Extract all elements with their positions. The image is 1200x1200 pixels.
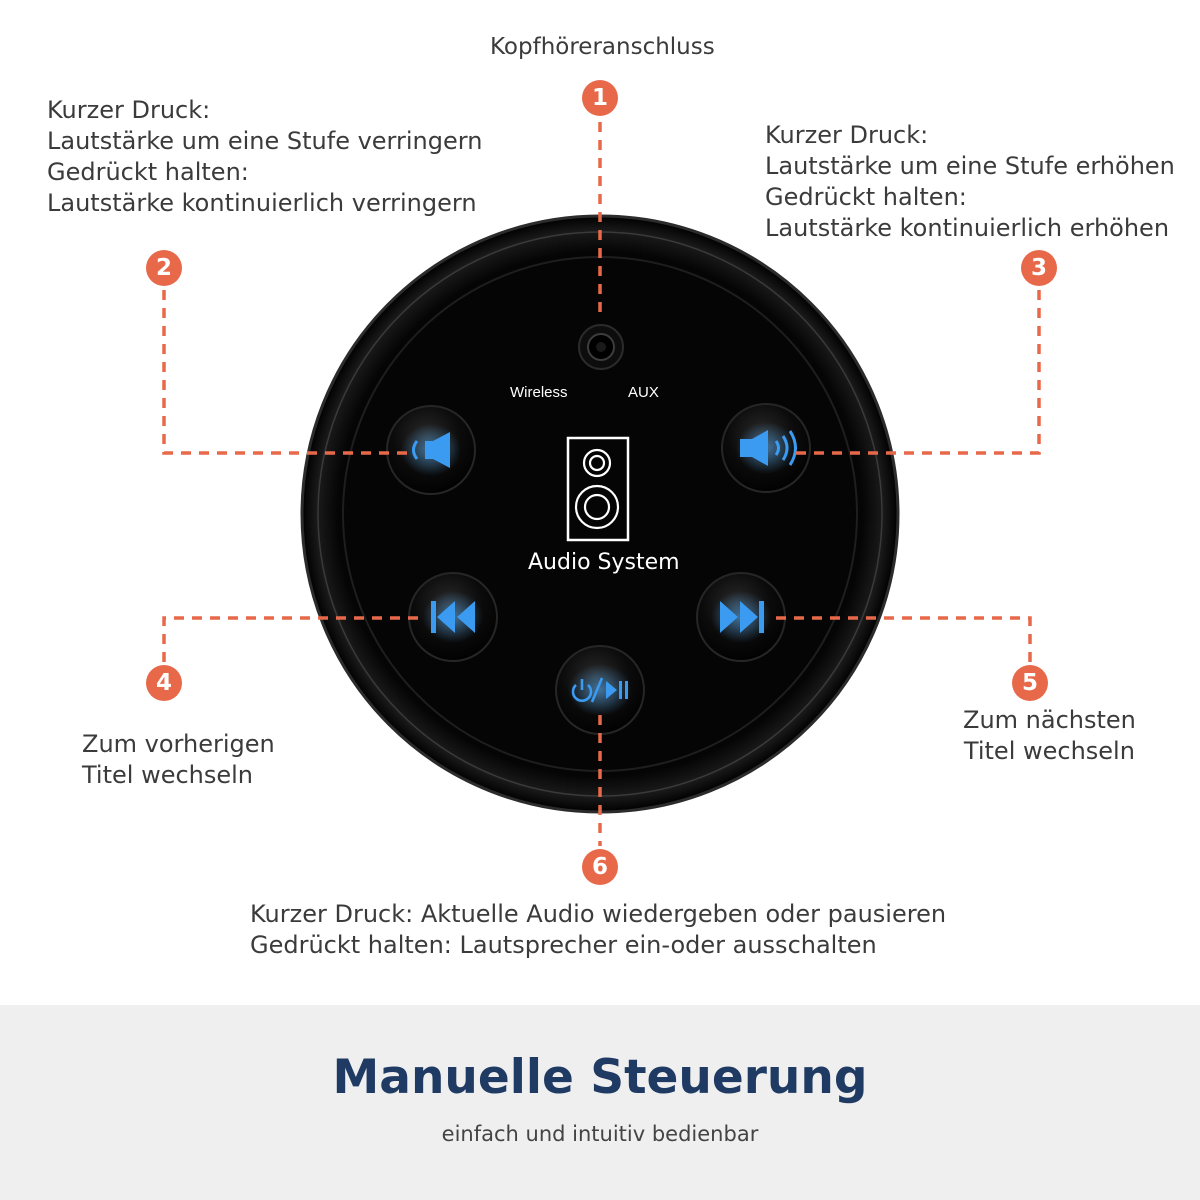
callout-2-line-4: Lautstärke kontinuierlich verringern xyxy=(47,189,477,217)
callout-5-line-2: Titel wechseln xyxy=(963,737,1135,765)
callout-text-1 xyxy=(490,32,715,63)
callout-3-line-4: Lautstärke kontinuierlich erhöhen xyxy=(765,214,1170,242)
callout-text-5 xyxy=(963,705,1136,767)
previous-track-button[interactable] xyxy=(409,573,497,661)
callout-6-line-1: Kurzer Druck: Aktuelle Audio wiedergeben oder pausieren xyxy=(250,900,947,928)
footer-title: Manuelle Steuerung xyxy=(332,1050,868,1105)
headphone-jack-icon[interactable] xyxy=(579,325,623,369)
volume-up-button[interactable] xyxy=(722,404,810,492)
callout-text-2 xyxy=(47,95,482,219)
callout-3-line-2: Lautstärke um eine Stufe erhöhen xyxy=(765,152,1175,180)
callout-2-line-3: Gedrückt halten: xyxy=(47,158,249,186)
volume-down-button[interactable] xyxy=(387,406,475,494)
callout-badge-2: 2 xyxy=(146,250,182,286)
callout-badge-4: 4 xyxy=(146,665,182,701)
aux-label: AUX xyxy=(628,384,659,401)
callout-1-line: Kopfhöreranschluss xyxy=(490,34,715,60)
callout-badge-3: 3 xyxy=(1021,250,1057,286)
wireless-label: Wireless xyxy=(510,384,568,401)
next-track-button[interactable] xyxy=(697,573,785,661)
footer-subtitle: einfach und intuitiv bedienbar xyxy=(441,1122,759,1146)
callout-4-line-1: Zum vorherigen xyxy=(82,730,275,758)
callout-5-line-1: Zum nächsten xyxy=(963,706,1136,734)
callout-3-line-1: Kurzer Druck: xyxy=(765,121,929,149)
callout-text-6 xyxy=(250,899,946,961)
callout-text-4 xyxy=(82,729,275,791)
callout-2-line-1: Kurzer Druck: xyxy=(47,96,211,124)
callout-2-line-2: Lautstärke um eine Stufe verringern xyxy=(47,127,483,155)
callout-3-line-3: Gedrückt halten: xyxy=(765,183,967,211)
callout-text-3 xyxy=(765,120,1175,244)
callout-4-line-2: Titel wechseln xyxy=(82,761,254,789)
callout-badge-1: 1 xyxy=(582,80,618,116)
brand-label: Audio System xyxy=(528,550,680,575)
callout-badge-5: 5 xyxy=(1012,665,1048,701)
callout-badge-6: 6 xyxy=(582,849,618,885)
callout-6-line-2: Gedrückt halten: Lautsprecher ein-oder ausschalten xyxy=(250,931,877,959)
